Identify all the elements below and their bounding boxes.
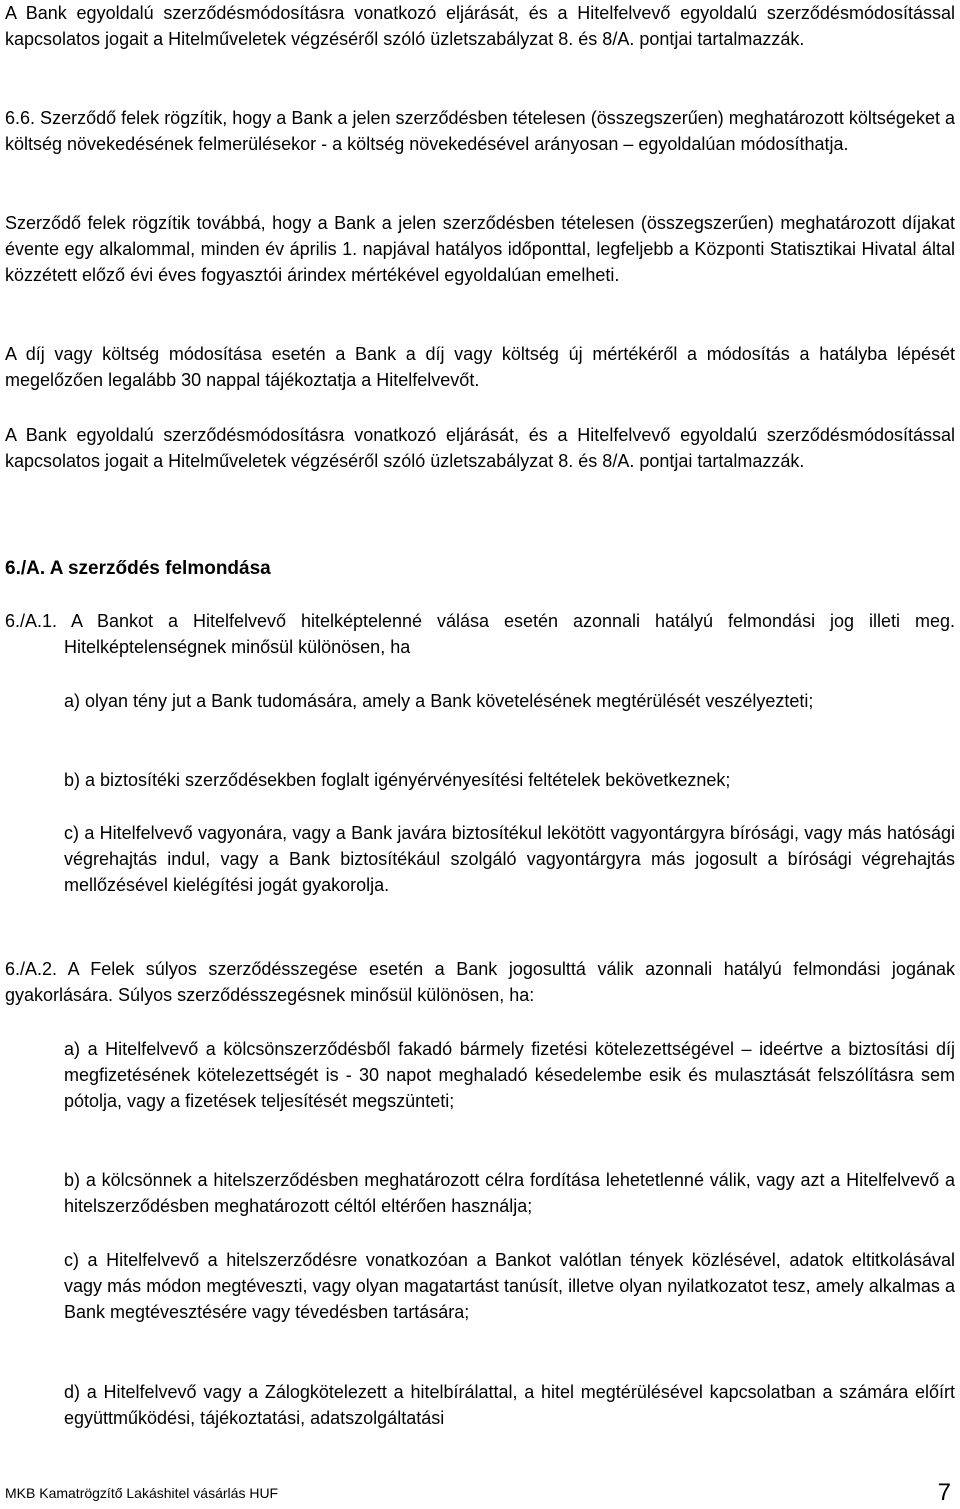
paragraph-fee-increase: Szerződő felek rögzítik továbbá, hogy a Bank a jelen szerződésben tételesen (összegszerűen) meghatározott díjakat évente egy alkalommal, minden év április 1. napjával hatályos időponttal, legfeljebb a Központi Statisztikai Hivatal által közzétett előző évi éves fogyasztói árindex mértékével egyoldalúan emelheti. xyxy=(5,213,955,285)
paragraph-amendment-procedure-repeat: A Bank egyoldalú szerződésmódosításra vonatkozó eljárását, és a Hitelfelvevő egyoldalú szerződésmódosítással kapcsolatos jogait a Hitelműveletek végzéséről szóló üzletszabályzat 8. és 8/A. pontjai tartalmazzák. xyxy=(5,425,955,471)
clause-6a2-item-d: d) a Hitelfelvevő vagy a Zálogkötelezett a hitelbírálattal, a hitel megtérülésével kapcsolatban a számára előírt együttműködési, tájékoztatási, adatszolgáltatási xyxy=(64,1382,955,1428)
paragraph-amendment-procedure: A Bank egyoldalú szerződésmódosításra vonatkozó eljárását, és a Hitelfelvevő egyoldalú szerződésmódosítással kapcsolatos jogait a Hitelműveletek végzéséről szóló üzletszabályzat 8. és 8/A. pontjai tartalmazzák. xyxy=(5,3,955,49)
clause-6a2-intro: 6./A.2. A Felek súlyos szerződésszegése esetén a Bank jogosulttá válik azonnali hatályú felmondási jogának gyakorlására. Súlyos szerződésszegésnek minősül különösen, ha: xyxy=(5,959,955,1005)
page-number: 7 xyxy=(937,1479,951,1506)
clause-6a2-item-b: b) a kölcsönnek a hitelszerződésben meghatározott célra fordítása lehetetlenné válik, vagy azt a Hitelfelvevő a hitelszerződésben meghatározott céltól eltérően használja; xyxy=(64,1170,955,1216)
section-heading: 6./A. A szerződés felmondása xyxy=(5,558,271,579)
clause-6a2-item-a: a) a Hitelfelvevő a kölcsönszerződésből fakadó bármely fizetési kötelezettségével – ideértve a biztosítási díj megfizetésének kötelezettségét is - 30 napot meghaladó késedelembe esik és mulasztását felszólításra sem pótolja, vagy a fizetések teljesítését megszünteti; xyxy=(64,1039,955,1111)
paragraph-fee-notification: A díj vagy költség módosítása esetén a Bank a díj vagy költség új mértékéről a módosítás a hatályba lépését megelőzően legalább 30 nappal tájékoztatja a Hitelfelvevőt. xyxy=(5,344,955,390)
clause-6a1-item-c: c) a Hitelfelvevő vagyonára, vagy a Bank javára biztosítékul lekötött vagyontárgyra bírósági, vagy más hatósági végrehajtás indul, vagy a Bank biztosítékául szolgáló vagyontárgyra más jogosult a bírósági végrehajtás mellőzésével kielégítési jogát gyakorolja. xyxy=(64,823,955,895)
clause-6a2-item-c: c) a Hitelfelvevő a hitelszerződésre vonatkozóan a Bankot valótlan tények közlésével, adatok eltitkolásával vagy más módon megtéveszti, vagy olyan magatartást tanúsít, illetve olyan nyilatkozatot tesz, amely alkalmas a Bank megtévesztésére vagy tévedésben tartására; xyxy=(64,1250,955,1322)
page-footer xyxy=(5,1479,955,1506)
paragraph-6-6: 6.6. Szerződő felek rögzítik, hogy a Bank a jelen szerződésben tételesen (összegszerűen) meghatározott költségeket a költség növekedésének felmerülésekor - a költség növekedésével arányosan – egyoldalúan módosíthatja. xyxy=(5,108,955,154)
footer-text: MKB Kamatrögzítő Lakáshitel vásárlás HUF xyxy=(5,1485,279,1501)
clause-6a1-intro: 6./A.1. A Bankot a Hitelfelvevő hitelképtelenné válása esetén azonnali hatályú felmondási jog illeti meg. Hitelképtelenségnek minősül különösen, ha xyxy=(5,611,955,657)
clause-6a1-item-b: b) a biztosítéki szerződésekben foglalt igényérvényesítési feltételek bekövetkeznek; xyxy=(64,770,731,790)
clause-6a1-item-a: a) olyan tény jut a Bank tudomására, amely a Bank követelésének megtérülését veszélyezteti; xyxy=(64,691,814,711)
